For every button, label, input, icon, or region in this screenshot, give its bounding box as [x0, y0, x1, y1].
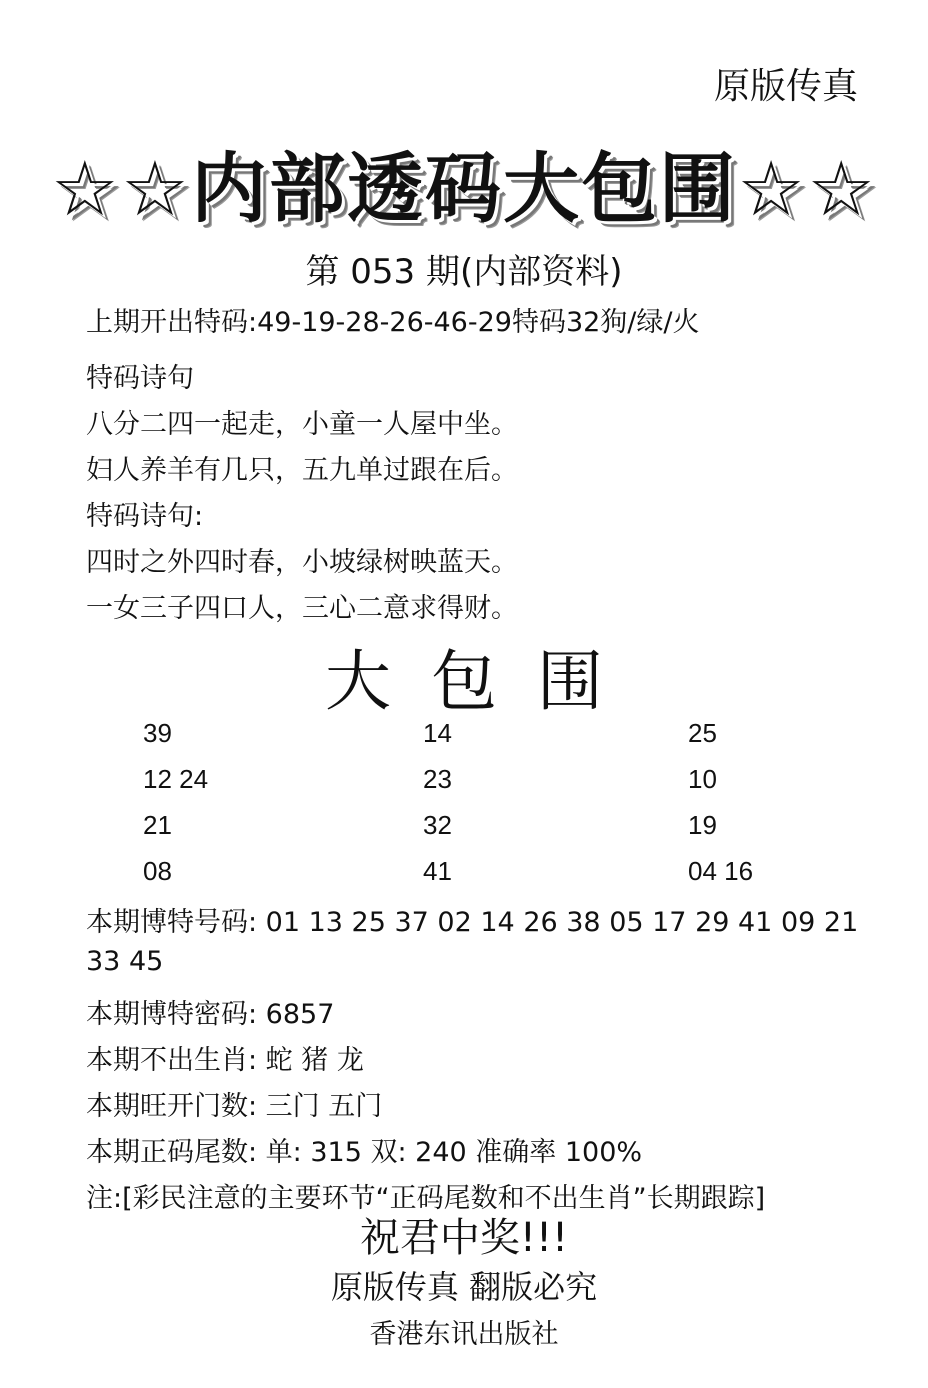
- grid-cell: 10: [688, 764, 717, 794]
- top-right-label: 原版传真: [713, 66, 858, 107]
- grid-cell: 19: [688, 810, 717, 840]
- grid-cell: 32: [423, 810, 452, 840]
- tail-numbers-line: 本期正码尾数: 单: 315 双: 240 准确率 100%: [86, 1137, 643, 1168]
- grid-cell: 41: [423, 856, 452, 886]
- grid-cell: 39: [143, 718, 172, 748]
- special-numbers-cont: 33 45: [86, 946, 164, 977]
- copyright-line: 原版传真 翻版必究: [330, 1268, 598, 1306]
- special-numbers-line: 本期博特号码: 01 13 25 37 02 14 26 38 05 17 29 41 09 21: [86, 907, 859, 938]
- poem2-line1: 四时之外四时春，小坡绿树映蓝天。: [86, 547, 518, 578]
- poem2-label: 特码诗句:: [86, 501, 204, 532]
- grid-cell: 25: [688, 718, 717, 748]
- last-draw-line: 上期开出特码:49-19-28-26-46-29特码32狗/绿/火: [86, 307, 700, 338]
- bless-text: 祝君中奖!!!: [359, 1215, 569, 1261]
- poem1-line1: 八分二四一起走，小童一人屋中坐。: [86, 409, 518, 440]
- poem2-line2: 一女三子四口人，三心二意求得财。: [86, 593, 518, 624]
- issue-line: 第 053 期(内部资料): [305, 252, 623, 292]
- secret-code-line: 本期博特密码: 6857: [86, 999, 335, 1030]
- publisher: 香港东讯出版社: [369, 1319, 559, 1350]
- grid-cell: 14: [423, 718, 452, 748]
- grid-cell: 04 16: [688, 856, 754, 886]
- lucky-doors-line: 本期旺开门数: 三门 五门: [86, 1091, 383, 1122]
- main-title: ☆☆内部透码大包围☆☆: [50, 144, 878, 233]
- grid-cell: 12 24: [143, 764, 209, 794]
- grid-cell: 21: [143, 810, 172, 840]
- poem1-line2: 妇人养羊有几只，五九单过跟在后。: [86, 455, 518, 486]
- grid-cell: 08: [143, 856, 172, 886]
- no-zodiac-line: 本期不出生肖: 蛇 猪 龙: [86, 1045, 364, 1076]
- note-line: 注:[彩民注意的主要环节“正码尾数和不出生肖”长期跟踪]: [86, 1183, 766, 1214]
- big-title: 大包围: [325, 643, 643, 720]
- grid-cell: 23: [423, 764, 452, 794]
- poem1-label: 特码诗句: [86, 363, 194, 394]
